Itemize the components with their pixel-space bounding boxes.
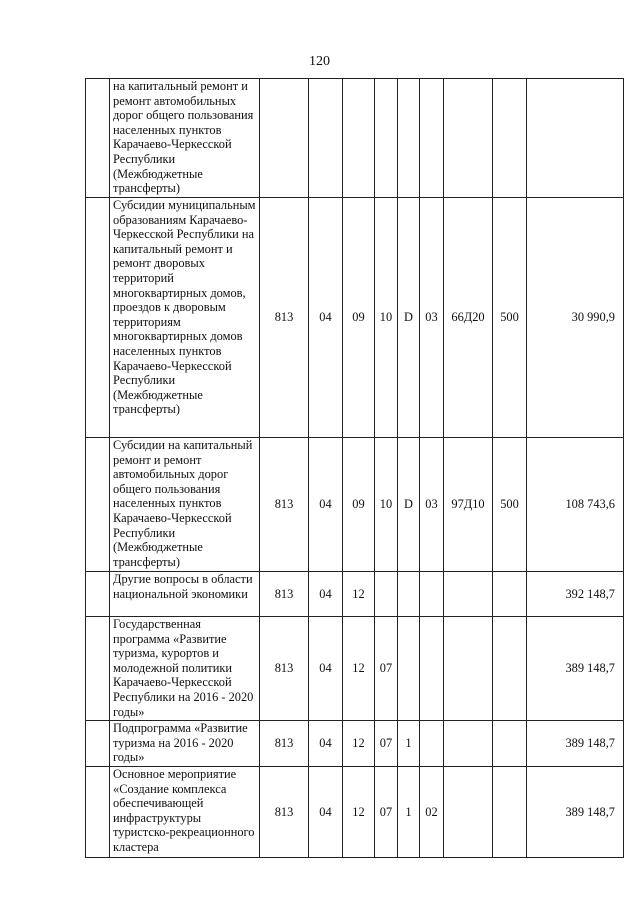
amount: 389 148,7 [527,617,624,721]
row-name: Подпрограмма «Развитие туризма на 2016 - 2020 годы» [110,721,260,767]
code-rz: 04 [309,767,343,858]
code-direction [444,617,493,721]
code-program: 07 [375,767,398,858]
table-row [86,572,624,617]
row-name: Субсидии муниципальным образованиям Карачаево-Черкесской Республики на капитальный ремонт и ремонт дворовых территорий многоквартирных домов, проездов к дворовым территориям многоквартирных домов населенных пунктов Карачаево-Черкесской Республики (Межбюджетные трансферты) [110,198,260,438]
blank-cell [86,198,110,438]
code-direction: 66Д20 [444,198,493,438]
code-pr [343,79,375,198]
code-direction [444,767,493,858]
code-program [375,572,398,617]
code-subprogram [398,572,420,617]
amount: 389 148,7 [527,721,624,767]
table-row [86,438,624,572]
code-activity: 03 [420,438,444,572]
code-vr [493,79,527,198]
code-gr: 813 [260,438,309,572]
code-subprogram: D [398,438,420,572]
code-rz: 04 [309,572,343,617]
code-direction [444,721,493,767]
code-gr [260,79,309,198]
code-program: 10 [375,198,398,438]
table-row [86,617,624,721]
blank-cell [86,767,110,858]
code-direction [444,572,493,617]
amount: 389 148,7 [527,767,624,858]
code-pr: 12 [343,572,375,617]
row-name: Другие вопросы в области национальной экономики [110,572,260,617]
table-row [86,79,624,198]
code-rz: 04 [309,198,343,438]
code-rz [309,79,343,198]
code-activity [420,572,444,617]
code-vr: 500 [493,438,527,572]
code-subprogram: 1 [398,721,420,767]
code-pr: 09 [343,438,375,572]
code-vr [493,721,527,767]
code-gr: 813 [260,198,309,438]
amount: 30 990,9 [527,198,624,438]
blank-cell [86,617,110,721]
code-program: 07 [375,721,398,767]
row-name: Основное мероприятие «Создание комплекса обеспечивающей инфраструктуры туристско-рекреационного кластера [110,767,260,858]
code-gr: 813 [260,617,309,721]
code-subprogram: 1 [398,767,420,858]
code-subprogram: D [398,198,420,438]
code-program: 10 [375,438,398,572]
code-pr: 12 [343,767,375,858]
code-program [375,79,398,198]
row-name: Государственная программа «Развитие туризма, курортов и молодежной политики Карачаево-Черкесской Республики на 2016 - 2020 годы» [110,617,260,721]
code-vr [493,572,527,617]
table-row [86,767,624,858]
amount [527,79,624,198]
code-activity [420,79,444,198]
code-rz: 04 [309,617,343,721]
blank-cell [86,438,110,572]
table-row [86,721,624,767]
row-name: на капитальный ремонт и ремонт автомобильных дорог общего пользования населенных пунктов Карачаево-Черкесской Республики (Межбюджетные трансферты) [110,79,260,198]
code-subprogram [398,617,420,721]
code-subprogram [398,79,420,198]
code-rz: 04 [309,438,343,572]
code-activity [420,617,444,721]
code-rz: 04 [309,721,343,767]
code-program: 07 [375,617,398,721]
code-vr: 500 [493,198,527,438]
code-pr: 09 [343,198,375,438]
page-number: 120 [309,54,330,69]
code-vr [493,767,527,858]
code-direction: 97Д10 [444,438,493,572]
blank-cell [86,79,110,198]
code-pr: 12 [343,721,375,767]
code-gr: 813 [260,721,309,767]
row-name: Субсидии на капитальный ремонт и ремонт автомобильных дорог общего пользования населенных пунктов Карачаево-Черкесской Республики (Межбюджетные трансферты) [110,438,260,572]
blank-cell [86,721,110,767]
budget-table [85,78,624,858]
blank-cell [86,572,110,617]
code-activity: 03 [420,198,444,438]
table-row [86,198,624,438]
code-gr: 813 [260,767,309,858]
code-gr: 813 [260,572,309,617]
code-direction [444,79,493,198]
code-vr [493,617,527,721]
code-activity [420,721,444,767]
code-pr: 12 [343,617,375,721]
amount: 108 743,6 [527,438,624,572]
code-activity: 02 [420,767,444,858]
amount: 392 148,7 [527,572,624,617]
